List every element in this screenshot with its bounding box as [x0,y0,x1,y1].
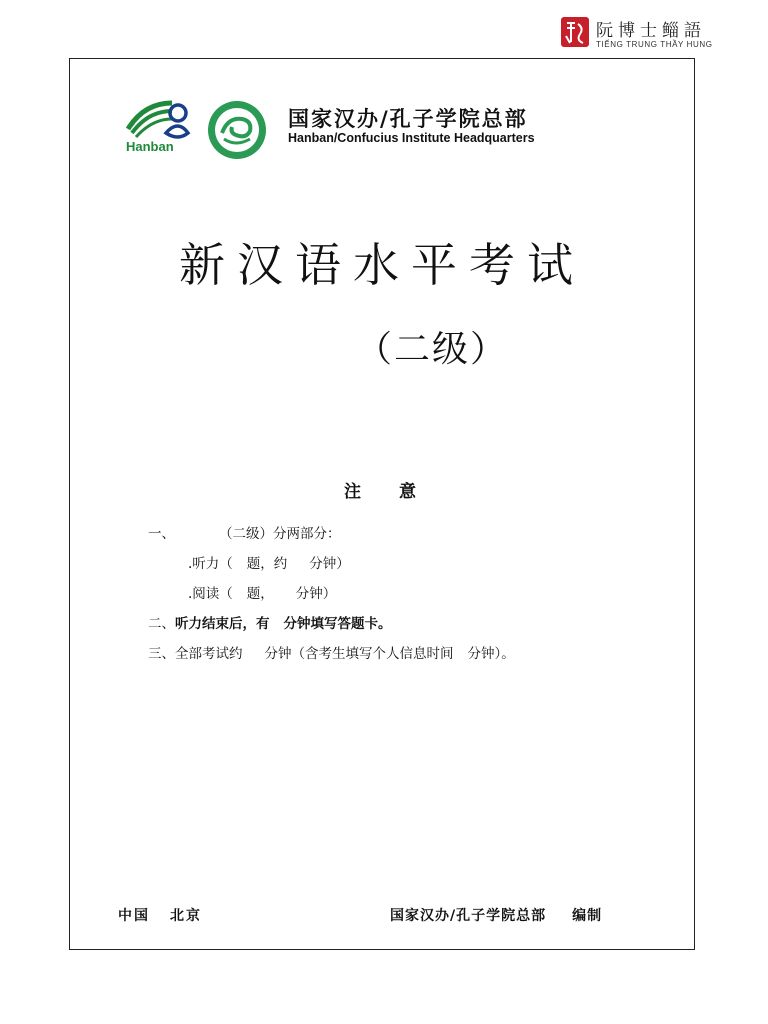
instruction-line-2 [148,609,515,639]
cover-frame [69,58,695,950]
instruction-text: 题， [246,586,274,602]
instruction-text: 分钟）。 [467,646,515,662]
instruction-text: 听力（ [192,556,233,572]
confucius-institute-logo-icon [206,99,268,161]
footer-country: 中国 [118,908,150,924]
line-number: 一、 [148,526,175,542]
footer-publisher [390,905,602,925]
instruction-text: 全部考试约 [175,646,243,662]
instruction-text: 分钟填写答题卡。 [283,616,392,632]
line-number: 二、 [148,616,175,632]
notice-heading: 注意 [344,482,454,502]
instruction-line-1b [148,579,515,609]
brand-name-en: TIẾNG TRUNG THẦY HUNG [596,40,713,49]
sub-marker: . [188,556,193,572]
footer-location [118,905,202,925]
hanban-logo-label: Hanban [126,139,174,153]
seal-logo-icon [560,16,590,48]
brand-watermark [560,14,730,54]
line-number: 三、 [148,646,175,662]
sub-marker: . [188,586,193,602]
footer-compiled: 编制 [572,908,603,924]
exam-title: 新汉语水平考试 [179,238,585,292]
instruction-text: 听力结束后，有 [175,616,270,632]
org-name-cn: 国家汉办/孔子学院总部 [288,107,528,131]
instruction-text: 题，约 [246,556,288,572]
hanban-logo-icon [126,99,198,153]
instruction-line-1 [148,519,515,549]
instruction-text: （二级）分两部分： [219,526,341,542]
org-name-en: Hanban/Confucius Institute Headquarters [288,131,535,145]
instruction-text: 阅读（ [192,586,233,602]
footer-org: 国家汉办/孔子学院总部 [390,908,547,924]
exam-level: （二级） [356,329,509,370]
instruction-text: 分钟） [309,556,350,572]
instructions [148,519,515,669]
instruction-text: 分钟） [295,586,337,602]
instruction-line-3 [148,639,515,669]
instruction-line-1a [148,549,515,579]
footer-city: 北京 [170,908,202,924]
instruction-text: 分钟（含考生填写个人信息时间 [264,646,454,662]
brand-name-cn: 阮博士鲻語 [596,21,706,41]
